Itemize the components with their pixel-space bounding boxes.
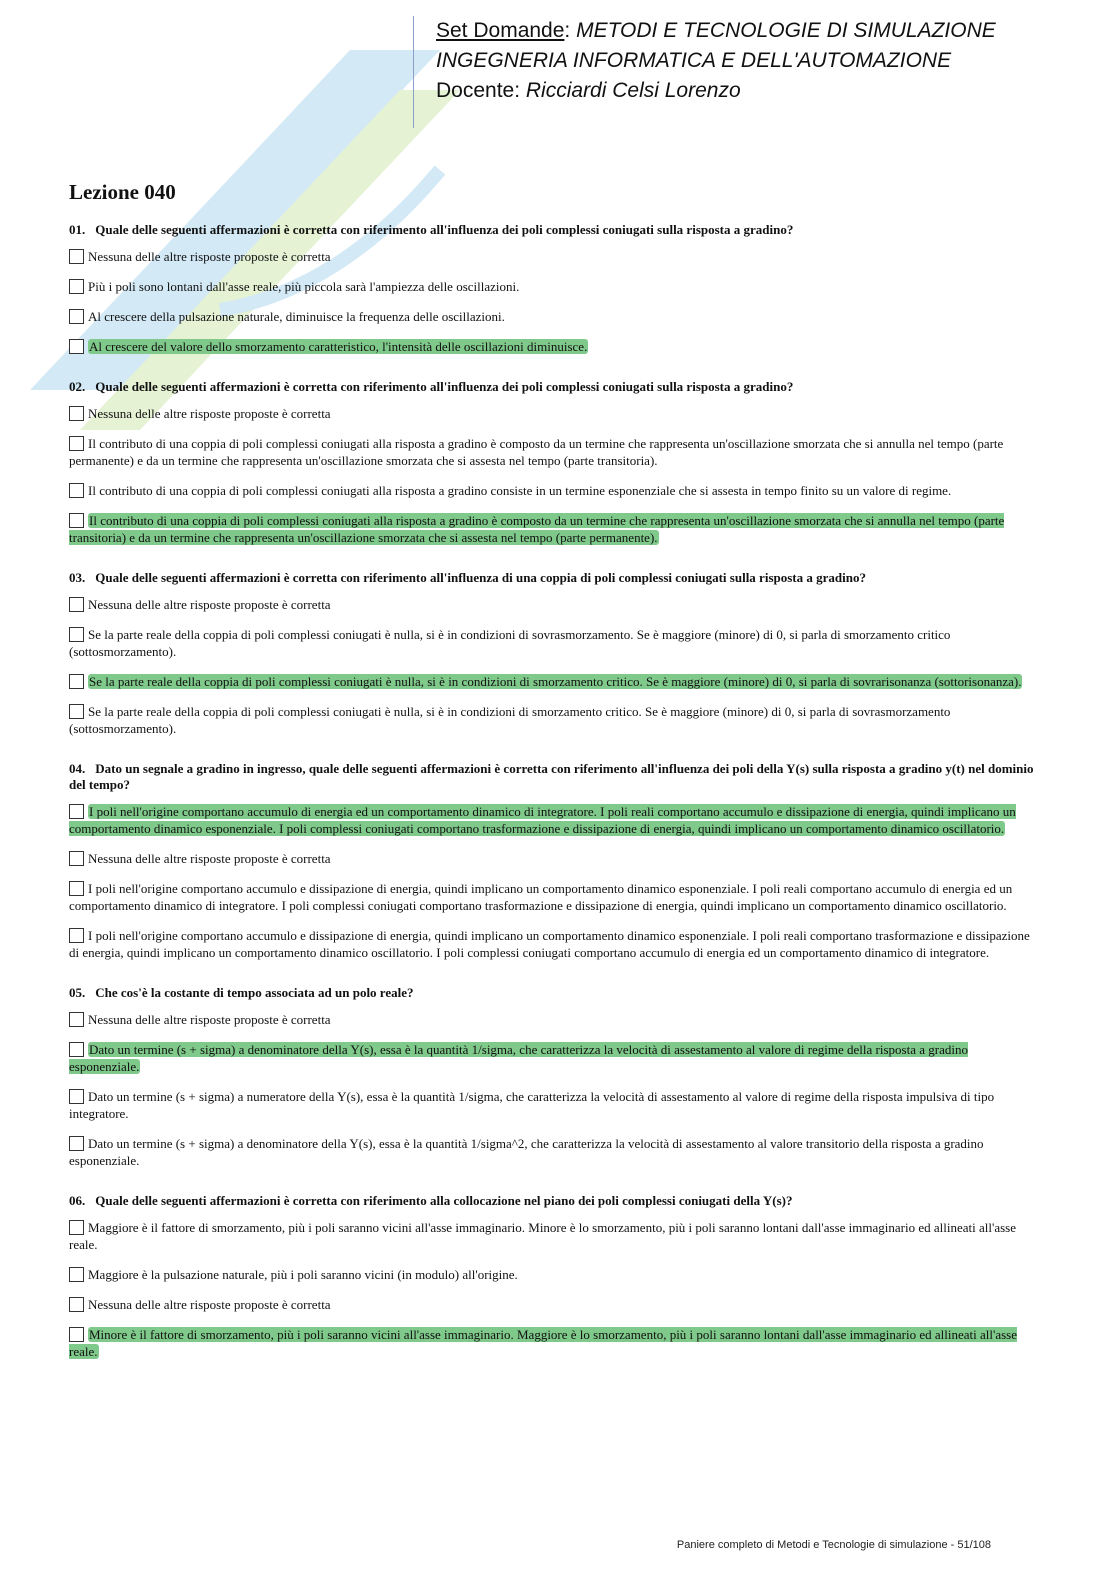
answer-checkbox[interactable] [69,1089,84,1104]
program-title: INGEGNERIA INFORMATICA E DELL'AUTOMAZIONE [436,49,952,72]
question-number: 02. [69,379,86,394]
answer-option [69,1266,1041,1283]
header-separator: : [564,19,577,42]
question-list [69,222,1041,1384]
answer-checkbox[interactable] [69,627,84,642]
answer-option [69,1088,1041,1122]
teacher-name: Ricciardi Celsi Lorenzo [525,79,741,102]
answer-text: I poli nell'origine comportano accumulo e dissipazione di energia, quindi implicano un comportamento dinamico esponenziale. I poli reali comportano trasformazione e dissipazione di energia, quindi implicano un comportamento dinamico oscillatorio. I poli complessi coniugati comportano accumulo di energia ed un comportamento dinamico di integratore. [69,928,1030,960]
answer-text: Minore è il fattore di smorzamento, più i poli saranno vicini all'asse immaginario. Maggiore è lo smorzamento, più i poli saranno lontani dall'asse immaginario ed allineati all'asse reale. [69,1327,1017,1359]
question-text: Quale delle seguenti affermazioni è corretta con riferimento all'influenza dei poli complessi coniugati sulla risposta a gradino? [95,222,794,237]
question-title [69,761,1041,793]
answer-option [69,596,1041,613]
answer-text: Dato un termine (s + sigma) a denominatore della Y(s), essa è la quantità 1/sigma^2, che caratterizza la velocità di assestamento al valore transitorio della risposta a gradino esponenziale. [69,1136,984,1168]
answer-checkbox[interactable] [69,1012,84,1027]
question-number: 03. [69,570,86,585]
course-title: METODI E TECNOLOGIE DI SIMULAZIONE [576,19,996,42]
question-title [69,570,1041,586]
answer-text: Se la parte reale della coppia di poli complessi coniugati è nulla, si è in condizioni di smorzamento critico. Se è maggiore (minore) di 0, si parla di sovrarisonanza (sottorisonanza). [89,674,1022,689]
question-text: Quale delle seguenti affermazioni è corretta con riferimento all'influenza dei poli complessi coniugati sulla risposta a gradino? [95,379,794,394]
answer-checkbox[interactable] [69,279,84,294]
question-title [69,379,1041,395]
question-block [69,379,1041,546]
answer-text: Al crescere della pulsazione naturale, diminuisce la frequenza delle oscillazioni. [88,309,505,324]
answer-text: Nessuna delle altre risposte proposte è corretta [88,1297,331,1312]
question-block [69,1193,1041,1360]
answer-text: Maggiore è il fattore di smorzamento, più i poli saranno vicini all'asse immaginario. Minore è lo smorzamento, più i poli saranno lontani dall'asse immaginario ed allineati all'asse reale. [69,1220,1016,1252]
answer-checkbox[interactable] [69,674,84,689]
page-footer: Paniere completo di Metodi e Tecnologie di simulazione - 51/108 [676,1539,991,1551]
question-title [69,222,1041,238]
answer-text: Al crescere del valore dello smorzamento caratteristico, l'intensità delle oscillazioni diminuisce. [89,339,588,354]
answer-option [69,248,1041,265]
answer-text: Il contributo di una coppia di poli complessi coniugati alla risposta a gradino è composto da un termine che rappresenta un'oscillazione smorzata che si annulla nel tempo (parte transitoria) e da un termine che rappresenta un'oscillazione smorzata che si assesta nel tempo (parte permanente). [69,513,1005,545]
question-block [69,570,1041,737]
answer-text: I poli nell'origine comportano accumulo di energia ed un comportamento dinamico di integratore. I poli reali comportano accumulo e dissipazione di energia, quindi implicano un comportamento dinamico esponenziale. I poli complessi coniugati comportano trasformazione e dissipazione di energia, quindi implicano un comportamento dinamico oscillatorio. [69,804,1016,836]
question-text: Dato un segnale a gradino in ingresso, quale delle seguenti affermazioni è corretta con riferimento all'influenza dei poli della Y(s) sulla risposta a gradino y(t) nel dominio del tempo? [69,761,1034,792]
answer-checkbox[interactable] [69,928,84,943]
answer-checkbox[interactable] [69,1267,84,1282]
answer-checkbox[interactable] [69,851,84,866]
question-title [69,985,1041,1001]
answer-option [69,435,1041,469]
answer-checkbox[interactable] [69,597,84,612]
answer-checkbox[interactable] [69,436,84,451]
answer-checkbox[interactable] [69,1327,84,1342]
answer-option [69,626,1041,660]
answer-option [69,703,1041,737]
answer-checkbox[interactable] [69,881,84,896]
answer-option [69,1296,1041,1313]
question-block [69,222,1041,355]
answer-checkbox[interactable] [69,513,84,528]
answer-text: Se la parte reale della coppia di poli complessi coniugati è nulla, si è in condizioni di smorzamento critico. Se è maggiore (minore) di 0, si parla di sovrasmorzamento (sottosmorzamento). [69,704,951,736]
answer-option [69,405,1041,422]
answer-text: Nessuna delle altre risposte proposte è corretta [88,1012,331,1027]
answer-checkbox[interactable] [69,804,84,819]
question-text: Che cos'è la costante di tempo associata ad un polo reale? [95,985,414,1000]
question-number: 06. [69,1193,86,1208]
answer-text: Dato un termine (s + sigma) a numeratore della Y(s), essa è la quantità 1/sigma, che caratterizza la velocità di assestamento al valore di regime della risposta impulsiva di tipo integratore. [69,1089,995,1121]
answer-option [69,880,1041,914]
answer-checkbox[interactable] [69,1220,84,1235]
set-label: Set Domande [436,19,565,42]
answer-checkbox[interactable] [69,309,84,324]
answer-option-correct [69,338,1041,355]
answer-checkbox[interactable] [69,1136,84,1151]
answer-checkbox[interactable] [69,249,84,264]
answer-text: Più i poli sono lontani dall'asse reale, più piccola sarà l'ampiezza delle oscillazioni. [88,279,520,294]
answer-checkbox[interactable] [69,704,84,719]
header-course-line [436,16,996,46]
question-text: Quale delle seguenti affermazioni è corretta con riferimento all'influenza di una coppia di poli complessi coniugati sulla risposta a gradino? [95,570,866,585]
answer-text: Il contributo di una coppia di poli complessi coniugati alla risposta a gradino consiste in un termine esponenziale che si assesta in tempo finito su un valore di regime. [88,483,952,498]
question-block [69,985,1041,1169]
question-number: 05. [69,985,86,1000]
answer-option-correct [69,1326,1041,1360]
answer-text: Nessuna delle altre risposte proposte è corretta [88,597,331,612]
answer-option-correct [69,512,1041,546]
answer-text: Nessuna delle altre risposte proposte è corretta [88,406,331,421]
answer-option [69,278,1041,295]
header-program-line [436,46,996,76]
answer-checkbox[interactable] [69,1042,84,1057]
answer-text: Nessuna delle altre risposte proposte è corretta [88,249,331,264]
answer-option [69,1011,1041,1028]
header-teacher-line [436,76,996,106]
question-number: 04. [69,761,86,776]
answer-text: I poli nell'origine comportano accumulo e dissipazione di energia, quindi implicano un comportamento dinamico esponenziale. I poli reali comportano accumulo di energia ed un comportamento dinamico di integratore. I poli complessi coniugati comportano trasformazione e dissipazione di energia, quindi implicano un comportamento dinamico oscillatorio. [69,881,1013,913]
answer-option [69,850,1041,867]
lesson-title: Lezione 040 [69,180,176,204]
answer-option-correct [69,673,1041,690]
answer-option [69,482,1041,499]
question-number: 01. [69,222,86,237]
question-title [69,1193,1041,1209]
answer-option [69,308,1041,325]
teacher-label: Docente: [436,79,526,102]
answer-text: Maggiore è la pulsazione naturale, più i poli saranno vicini (in modulo) all'origine. [88,1267,518,1282]
answer-option-correct [69,803,1041,837]
question-block [69,761,1041,961]
answer-option [69,927,1041,961]
document-header [413,16,996,128]
answer-checkbox[interactable] [69,406,84,421]
answer-text: Il contributo di una coppia di poli complessi coniugati alla risposta a gradino è composto da un termine che rappresenta un'oscillazione smorzata che si annulla nel tempo (parte permanente) e da un termine che rappresenta un'oscillazione smorzata che si assesta nel tempo (parte transitoria). [69,436,1004,468]
answer-checkbox[interactable] [69,1297,84,1312]
answer-checkbox[interactable] [69,339,84,354]
question-text: Quale delle seguenti affermazioni è corretta con riferimento alla collocazione nel piano dei poli complessi coniugati della Y(s)? [95,1193,793,1208]
answer-option [69,1135,1041,1169]
answer-option [69,1219,1041,1253]
answer-text: Nessuna delle altre risposte proposte è corretta [88,851,331,866]
answer-text: Se la parte reale della coppia di poli complessi coniugati è nulla, si è in condizioni di sovrasmorzamento. Se è maggiore (minore) di 0, si parla di smorzamento critico (sottosmorzamento). [69,627,951,659]
answer-option-correct [69,1041,1041,1075]
answer-checkbox[interactable] [69,483,84,498]
answer-text: Dato un termine (s + sigma) a denominatore della Y(s), essa è la quantità 1/sigma, che caratterizza la velocità di assestamento al valore di regime della risposta a gradino esponenziale. [69,1042,968,1074]
